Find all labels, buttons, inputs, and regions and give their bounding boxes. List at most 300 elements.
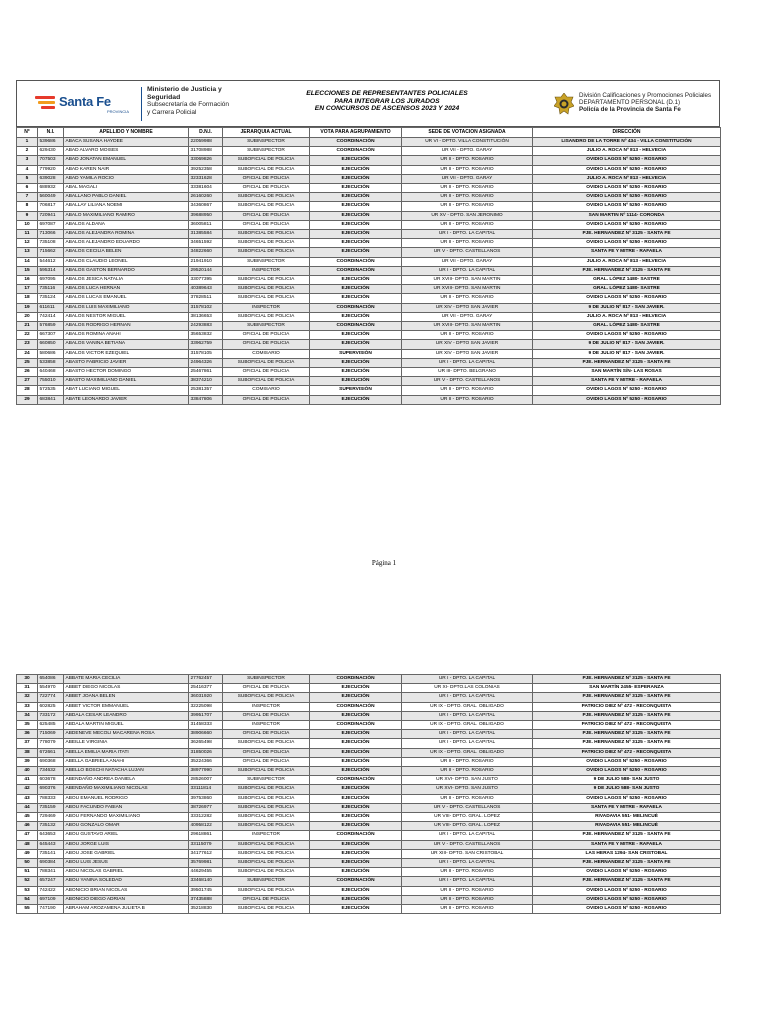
division-line-2: DEPARTAMENTO PERSONAL (D.1): [579, 99, 681, 107]
row-group: EJECUCIÓN: [310, 395, 402, 404]
row-group: EJECUCIÓN: [310, 739, 402, 748]
row-ni: 697087: [38, 220, 64, 229]
row-rank: SUBOFICIAL DE POLICIA: [223, 202, 310, 211]
row-ni: 560049: [38, 193, 64, 202]
row-venue: UR VI - DPTO. VILLA CONSTITUCIÓN: [402, 138, 533, 147]
table-row: [17, 349, 721, 358]
row-dni: 33077395: [189, 276, 223, 285]
row-group: EJECUCIÓN: [310, 813, 402, 822]
row-address: RIVADAVIA 551- MELINCUÉ: [533, 813, 721, 822]
row-ni: 603678: [38, 776, 64, 785]
row-name: ABALOS JESICA NATALIA: [64, 276, 189, 285]
row-venue: UR I - DPTO. LA CAPITAL: [402, 877, 533, 886]
table-row: [17, 776, 721, 785]
row-name: ABALOS LUCAS EMANUEL: [64, 294, 189, 303]
row-name: ABALOS ALEJANDRO EDUARDO: [64, 239, 189, 248]
row-rank: SUBOFICIAL DE POLICIA: [223, 840, 310, 849]
row-address: SANTA FE Y MITRE - RAFAELA: [533, 840, 721, 849]
ministry-line-2: Seguridad: [147, 93, 181, 101]
row-name: ABALOS VICTOR EZEQUIEL: [64, 349, 189, 358]
row-group: EJECUCIÓN: [310, 684, 402, 693]
row-ni: 706817: [38, 202, 64, 211]
row-address: OVIDIO LAGOS Nº 5250 - ROSARIO: [533, 184, 721, 193]
row-dni: 33381604: [189, 184, 223, 193]
table-row: [17, 248, 721, 257]
row-venue: UR I - DPTO. LA CAPITAL: [402, 675, 533, 684]
row-rank: SUBOFICIAL DE POLICIA: [223, 868, 310, 877]
header-divider: [141, 87, 142, 121]
row-ni: 755010: [38, 377, 64, 386]
row-rank: SUBOFICIAL DE POLICIA: [223, 767, 310, 776]
row-name: ABAT LUCIANO MIGUEL: [64, 386, 189, 395]
row-rank: OFICIAL DE POLICIA: [223, 331, 310, 340]
row-name: ABOU LUIS JESUS: [64, 859, 189, 868]
row-ni: 625485: [38, 721, 64, 730]
row-dni: 31850026: [189, 748, 223, 757]
table-row: [17, 859, 721, 868]
table-row: [17, 395, 721, 404]
row-rank: SUBOFICIAL DE POLICIA: [223, 285, 310, 294]
row-rank: SUBOFICIAL DE POLICIA: [223, 822, 310, 831]
row-number: 50: [17, 859, 38, 868]
table-row: [17, 303, 721, 312]
row-dni: 35653832: [189, 331, 223, 340]
row-venue: UR I - DPTO. LA CAPITAL: [402, 711, 533, 720]
row-number: 44: [17, 803, 38, 812]
row-venue: UR III- DPTO. BELGRANO: [402, 368, 533, 377]
row-address: PJE. HERNANDEZ Nº 3125 - SANTA FE: [533, 675, 721, 684]
row-number: 2: [17, 147, 38, 156]
row-number: 52: [17, 877, 38, 886]
table-row: [17, 331, 721, 340]
row-ni: 707503: [38, 156, 64, 165]
table-row: [17, 877, 721, 886]
row-address: 9 DE JULIO 588- SAN JUSTO: [533, 785, 721, 794]
row-dni: 33069826: [189, 156, 223, 165]
row-ni: 735159: [38, 803, 64, 812]
table-row: [17, 340, 721, 349]
table-row: [17, 156, 721, 165]
row-name: ABOU GUSTAVO ARIEL: [64, 831, 189, 840]
row-dni: 29618861: [189, 831, 223, 840]
row-dni: 33468140: [189, 877, 223, 886]
row-dni: 33115079: [189, 840, 223, 849]
row-ni: 788341: [38, 868, 64, 877]
row-rank: OFICIAL DE POLICIA: [223, 211, 310, 220]
row-number: 38: [17, 748, 38, 757]
row-ni: 697095: [38, 276, 64, 285]
row-rank: SUBINSPECTOR: [223, 877, 310, 886]
row-number: 32: [17, 693, 38, 702]
row-dni: 36005811: [189, 220, 223, 229]
row-dni: 39252358: [189, 165, 223, 174]
row-address: PATRICIO DIEZ Nº 472 - RECONQUISTA: [533, 721, 721, 730]
table-row: [17, 895, 721, 904]
row-group: EJECUCIÓN: [310, 767, 402, 776]
row-ni: 640468: [38, 368, 64, 377]
row-group: EJECUCIÓN: [310, 193, 402, 202]
row-number: 55: [17, 905, 38, 914]
row-venue: UR II - DPTO. ROSARIO: [402, 202, 533, 211]
row-ni: 639028: [38, 174, 64, 183]
row-name: ABELLA EMILIA MARIA ITATI: [64, 748, 189, 757]
row-ni: 654086: [38, 675, 64, 684]
row-group: COORDINACIÓN: [310, 257, 402, 266]
row-number: 26: [17, 368, 38, 377]
row-ni: 734632: [38, 767, 64, 776]
row-venue: UR VIII- DPTO. GRAL. LOPEZ: [402, 813, 533, 822]
row-group: COORDINACIÓN: [310, 702, 402, 711]
table-row: [17, 767, 721, 776]
row-rank: SUBOFICIAL DE POLICIA: [223, 739, 310, 748]
row-group: COORDINACIÓN: [310, 303, 402, 312]
division-line-3: Policía de la Provincia de Santa Fe: [579, 106, 681, 114]
row-dni: 26160260: [189, 193, 223, 202]
row-group: EJECUCIÓN: [310, 859, 402, 868]
row-name: ABALLANO PABLO DANIEL: [64, 193, 189, 202]
row-address: JULIO A. ROCA Nº 813 - HELVECIA: [533, 174, 721, 183]
page-separator: [0, 650, 768, 660]
row-number: 12: [17, 239, 38, 248]
table-row: [17, 868, 721, 877]
table-row: [17, 730, 721, 739]
row-number: 48: [17, 840, 38, 849]
table-row: [17, 138, 721, 147]
row-group: EJECUCIÓN: [310, 785, 402, 794]
row-dni: 35218830: [189, 905, 223, 914]
row-number: 21: [17, 322, 38, 331]
row-address: 9 DE JULIO Nº 817 - SAN JAVIER.: [533, 349, 721, 358]
table-row: [17, 721, 721, 730]
row-name: ABBET DIEGO NICOLAS: [64, 684, 189, 693]
row-address: JULIO A. ROCA Nº 813 - HELVECIA: [533, 257, 721, 266]
col-header-nro: N°: [17, 128, 38, 138]
row-dni: 39688950: [189, 211, 223, 220]
row-address: PJE. HERNANDEZ Nº 3125 - SANTA FE: [533, 859, 721, 868]
row-ni: 645443: [38, 840, 64, 849]
table-row: [17, 849, 721, 858]
row-rank: OFICIAL DE POLICIA: [223, 395, 310, 404]
table-row: [17, 358, 721, 367]
row-dni: 25381357: [189, 386, 223, 395]
row-venue: UR II - DPTO. ROSARIO: [402, 895, 533, 904]
row-number: 23: [17, 340, 38, 349]
row-rank: INSPECTOR: [223, 303, 310, 312]
row-group: EJECUCIÓN: [310, 239, 402, 248]
row-address: SANTA FE Y MITRE - RAFAELA: [533, 248, 721, 257]
row-rank: SUBINSPECTOR: [223, 147, 310, 156]
row-rank: SUBOFICIAL DE POLICIA: [223, 377, 310, 386]
row-rank: COMISARIO: [223, 386, 310, 395]
row-number: 17: [17, 285, 38, 294]
row-name: ABOU JOSE GABRIEL: [64, 849, 189, 858]
row-venue: UR VII - DPTO. GARAY: [402, 312, 533, 321]
row-name: ABBATE MARIA CECILIA: [64, 675, 189, 684]
row-dni: 31708988: [189, 147, 223, 156]
row-rank: OFICIAL DE POLICIA: [223, 895, 310, 904]
row-group: EJECUCIÓN: [310, 895, 402, 904]
row-ni: 690384: [38, 859, 64, 868]
table-row: [17, 813, 721, 822]
row-ni: 660850: [38, 340, 64, 349]
row-rank: SUBOFICIAL DE POLICIA: [223, 803, 310, 812]
row-number: 14: [17, 257, 38, 266]
table-row: [17, 276, 721, 285]
row-number: 22: [17, 331, 38, 340]
table-header-row: [17, 128, 721, 138]
row-number: 35: [17, 721, 38, 730]
table-row: [17, 239, 721, 248]
table-row: [17, 312, 721, 321]
row-dni: 34360867: [189, 202, 223, 211]
row-dni: 34177612: [189, 849, 223, 858]
row-group: EJECUCIÓN: [310, 156, 402, 165]
col-header-dni: D.N.I.: [189, 128, 223, 138]
ministry-line-4: y Carrera Policial: [147, 108, 197, 116]
row-dni: 24964326: [189, 358, 223, 367]
row-rank: SUBOFICIAL DE POLICIA: [223, 886, 310, 895]
row-venue: UR I - DPTO. LA CAPITAL: [402, 831, 533, 840]
row-group: EJECUCIÓN: [310, 174, 402, 183]
row-venue: UR XIII- DPTO. SAN CRISTOBAL: [402, 849, 533, 858]
row-name: ABALO MAXIMILIANO RAMIRO: [64, 211, 189, 220]
page-2: [0, 660, 768, 1024]
row-group: EJECUCIÓN: [310, 730, 402, 739]
row-group: EJECUCIÓN: [310, 294, 402, 303]
logo-text: Santa Fe: [59, 94, 111, 109]
row-name: ABOU EMANUEL RODRIGO: [64, 794, 189, 803]
title-line-3: EN CONCURSOS DE ASCENSOS 2023 Y 2024: [314, 105, 460, 113]
row-venue: UR V - DPTO. CASTELLANOS: [402, 840, 533, 849]
row-rank: INSPECTOR: [223, 266, 310, 275]
row-venue: UR IX - DPTO. GRAL. OBLIGADO: [402, 748, 533, 757]
row-name: ABASTO HECTOR DOMINGO: [64, 368, 189, 377]
row-group: EJECUCIÓN: [310, 803, 402, 812]
row-number: 25: [17, 358, 38, 367]
row-number: 46: [17, 822, 38, 831]
row-address: 9 DE JULIO Nº 817 - SAN JAVIER.: [533, 303, 721, 312]
row-dni: 33962759: [189, 340, 223, 349]
row-number: 40: [17, 767, 38, 776]
row-venue: UR II - DPTO. ROSARIO: [402, 184, 533, 193]
row-address: OVIDIO LAGOS Nº 5250 - ROSARIO: [533, 895, 721, 904]
row-number: 41: [17, 776, 38, 785]
row-ni: 572535: [38, 386, 64, 395]
table-row: [17, 285, 721, 294]
row-address: GRAL. LÓPEZ 1480- SASTRE: [533, 322, 721, 331]
table-row: [17, 377, 721, 386]
ministry-line-1: Ministerio de Justicia y: [147, 86, 222, 93]
row-name: ABALOS ROMINA ANAHI: [64, 331, 189, 340]
row-group: EJECUCIÓN: [310, 794, 402, 803]
row-group: EJECUCIÓN: [310, 248, 402, 257]
table-row: [17, 711, 721, 720]
row-address: PATRICIO DIEZ Nº 472 - RECONQUISTA: [533, 702, 721, 711]
row-group: EJECUCIÓN: [310, 905, 402, 914]
row-address: OVIDIO LAGOS Nº 5250 - ROSARIO: [533, 757, 721, 766]
row-number: 28: [17, 386, 38, 395]
page-number: Página 1: [371, 559, 397, 567]
row-address: SAN MARTÍN 2455- ESPERANZA: [533, 684, 721, 693]
row-rank: OFICIAL DE POLICIA: [223, 757, 310, 766]
row-ni: 742422: [38, 886, 64, 895]
row-number: 31: [17, 684, 38, 693]
row-venue: UR V - DPTO. CASTELLANOS: [402, 803, 533, 812]
row-name: ABAD JONATAN EMANUEL: [64, 156, 189, 165]
table-row: [17, 211, 721, 220]
row-ni: 735132: [38, 822, 64, 831]
row-ni: 722774: [38, 693, 64, 702]
row-rank: SUBOFICIAL DE POLICIA: [223, 859, 310, 868]
row-venue: UR XIV - DPTO SAN JAVIER: [402, 340, 533, 349]
table-row: [17, 294, 721, 303]
row-dni: 31578102: [189, 303, 223, 312]
row-venue: UR II - DPTO. ROSARIO: [402, 239, 533, 248]
row-group: EJECUCIÓN: [310, 220, 402, 229]
logo-subtext: PROVINCIA: [107, 109, 130, 114]
row-rank: SUBOFICIAL DE POLICIA: [223, 693, 310, 702]
row-number: 36: [17, 730, 38, 739]
row-venue: UR I - DPTO. LA CAPITAL: [402, 266, 533, 275]
row-group: COORDINACIÓN: [310, 831, 402, 840]
row-rank: SUBOFICIAL DE POLICIA: [223, 156, 310, 165]
table-row: [17, 220, 721, 229]
row-ni: 747190: [38, 905, 64, 914]
row-dni: 33847806: [189, 395, 223, 404]
row-ni: 580686: [38, 349, 64, 358]
row-address: OVIDIO LAGOS Nº 5250 - ROSARIO: [533, 331, 721, 340]
row-group: EJECUCIÓN: [310, 822, 402, 831]
row-ni: 544612: [38, 257, 64, 266]
row-number: 9: [17, 211, 38, 220]
row-rank: OFICIAL DE POLICIA: [223, 730, 310, 739]
row-number: 47: [17, 831, 38, 840]
row-rank: SUBOFICIAL DE POLICIA: [223, 193, 310, 202]
row-rank: SUBINSPECTOR: [223, 138, 310, 147]
row-dni: 22059988: [189, 138, 223, 147]
row-venue: UR VII - DPTO. GARAY: [402, 147, 533, 156]
row-group: EJECUCIÓN: [310, 693, 402, 702]
row-group: COORDINACIÓN: [310, 266, 402, 275]
row-rank: SUBOFICIAL DE POLICIA: [223, 239, 310, 248]
row-dni: 32331628: [189, 174, 223, 183]
row-number: 49: [17, 849, 38, 858]
row-address: OVIDIO LAGOS Nº 5250 - ROSARIO: [533, 193, 721, 202]
row-address: OVIDIO LAGOS Nº 5250 - ROSARIO: [533, 886, 721, 895]
row-dni: 28526007: [189, 776, 223, 785]
row-name: ABAD ALVARO MOISES: [64, 147, 189, 156]
row-number: 16: [17, 276, 38, 285]
row-group: EJECUCIÓN: [310, 358, 402, 367]
row-address: LAS HERAS 1294- SAN CRISTOBAL: [533, 849, 721, 858]
table-row: [17, 165, 721, 174]
row-name: ABALOS VANINA BETIANA: [64, 340, 189, 349]
row-name: ABOU YANINA SOLEDAD: [64, 877, 189, 886]
row-rank: SUBOFICIAL DE POLICIA: [223, 849, 310, 858]
row-venue: UR I - DPTO. LA CAPITAL: [402, 730, 533, 739]
row-name: ABALOS CLAUDIO LEONEL: [64, 257, 189, 266]
row-group: COORDINACIÓN: [310, 776, 402, 785]
row-name: ABAD KAREN NAIR: [64, 165, 189, 174]
row-address: PJE. HERNANDEZ Nº 3125 - SANTA FE: [533, 230, 721, 239]
row-venue: UR II - DPTO. ROSARIO: [402, 868, 533, 877]
row-ni: 729469: [38, 813, 64, 822]
table-row: [17, 368, 721, 377]
row-name: ABENDAÑO ANDREA DANIELA: [64, 776, 189, 785]
row-address: SAN MARTIN Nº 1114- CORONDA: [533, 211, 721, 220]
row-name: ABELLA GABRIELA ANAHI: [64, 757, 189, 766]
row-rank: INSPECTOR: [223, 702, 310, 711]
row-number: 51: [17, 868, 38, 877]
row-address: PJE. HERNANDEZ Nº 3125 - SANTA FE: [533, 877, 721, 886]
row-rank: SUBOFICIAL DE POLICIA: [223, 905, 310, 914]
table-row: [17, 831, 721, 840]
row-venue: UR XVIII- DPTO. SAN MARTIN: [402, 285, 533, 294]
row-ni: 779920: [38, 165, 64, 174]
row-number: 6: [17, 184, 38, 193]
row-name: ABALOS NESTOR MIGUEL: [64, 312, 189, 321]
row-ni: 667307: [38, 331, 64, 340]
document-header: [16, 80, 720, 127]
row-ni: 735124: [38, 294, 64, 303]
row-number: 5: [17, 174, 38, 183]
row-number: 30: [17, 675, 38, 684]
row-number: 45: [17, 813, 38, 822]
table-row: [17, 386, 721, 395]
row-venue: UR XIV - DPTO SAN JAVIER: [402, 303, 533, 312]
row-name: ABALOS ALDANA: [64, 220, 189, 229]
row-rank: OFICIAL DE POLICIA: [223, 748, 310, 757]
row-ni: 539686: [38, 138, 64, 147]
row-number: 15: [17, 266, 38, 275]
table-row: [17, 803, 721, 812]
division-block: [579, 92, 719, 114]
row-dni: 24293883: [189, 322, 223, 331]
row-name: ABDALA MARTIN MIGUEL: [64, 721, 189, 730]
row-ni: 690376: [38, 785, 64, 794]
row-name: ABALOS LUIS MAXIMILIANO: [64, 303, 189, 312]
row-ni: 720941: [38, 211, 64, 220]
row-address: OVIDIO LAGOS Nº 5250 - ROSARIO: [533, 156, 721, 165]
row-group: EJECUCIÓN: [310, 285, 402, 294]
row-ni: 576859: [38, 322, 64, 331]
row-address: PJE. HERNANDEZ Nº 3125 - SANTA FE: [533, 358, 721, 367]
row-number: 37: [17, 739, 38, 748]
row-rank: SUBINSPECTOR: [223, 675, 310, 684]
row-rank: SUBOFICIAL DE POLICIA: [223, 165, 310, 174]
table-row: [17, 684, 721, 693]
row-name: ABACA SUSANA HAYDEE: [64, 138, 189, 147]
row-venue: UR I - DPTO. LA CAPITAL: [402, 358, 533, 367]
row-address: OVIDIO LAGOS Nº 5250 - ROSARIO: [533, 767, 721, 776]
row-name: ABOU NICOLAS GABRIEL: [64, 868, 189, 877]
row-venue: UR II - DPTO. ROSARIO: [402, 294, 533, 303]
row-ni: 715662: [38, 248, 64, 257]
personnel-table-page-1: [16, 127, 721, 405]
row-ni: 595314: [38, 266, 64, 275]
row-ni: 735108: [38, 239, 64, 248]
row-group: EJECUCIÓN: [310, 276, 402, 285]
table-row: [17, 886, 721, 895]
row-group: COORDINACIÓN: [310, 675, 402, 684]
row-venue: UR V - DPTO. CASTELLANOS: [402, 248, 533, 257]
row-rank: OFICIAL DE POLICIA: [223, 220, 310, 229]
row-ni: 697109: [38, 895, 64, 904]
row-dni: 38977990: [189, 767, 223, 776]
row-dni: 33312282: [189, 813, 223, 822]
row-dni: 21941910: [189, 257, 223, 266]
row-dni: 44629455: [189, 868, 223, 877]
